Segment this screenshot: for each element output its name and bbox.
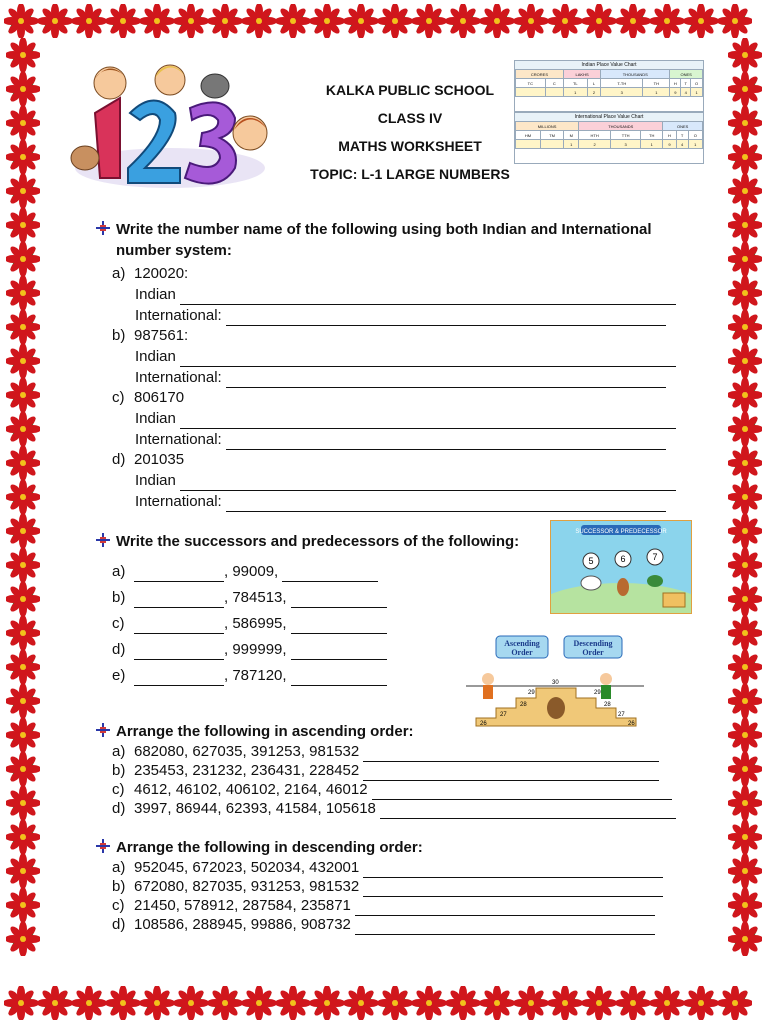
- successor-blank[interactable]: [291, 645, 387, 660]
- poinsettia-icon: [684, 986, 718, 1020]
- chart-digit-cell: 4: [681, 88, 691, 97]
- poinsettia-icon: [728, 854, 762, 888]
- chart-group-header: MILLIONS: [516, 122, 579, 131]
- poinsettia-icon: [6, 106, 40, 140]
- q2-item: [112, 666, 387, 686]
- poinsettia-icon: [728, 174, 762, 208]
- image-number: 5: [588, 556, 594, 566]
- poinsettia-icon: [728, 276, 762, 310]
- poinsettia-icon: [6, 888, 40, 922]
- q2-item: [112, 562, 378, 582]
- poinsettia-icon: [6, 718, 40, 752]
- item-label: a): [112, 859, 126, 876]
- poinsettia-icon: [242, 986, 276, 1020]
- successor-predecessor-illustration: [550, 520, 692, 614]
- school-name: KALKA PUBLIC SCHOOL: [325, 82, 495, 98]
- topic: TOPIC: L-1 LARGE NUMBERS: [310, 166, 510, 182]
- bullet-icon: [96, 533, 110, 547]
- poinsettia-icon: [412, 986, 446, 1020]
- international-answer-row: [135, 492, 666, 512]
- q3-item: [112, 780, 672, 800]
- poinsettia-icon: [548, 4, 582, 38]
- item-label: a): [112, 265, 126, 282]
- class-name: CLASS IV: [377, 110, 443, 126]
- item-label: d): [112, 451, 126, 468]
- image-number: 6: [620, 554, 626, 564]
- poinsettia-icon: [6, 854, 40, 888]
- poinsettia-icon: [378, 4, 412, 38]
- predecessor-blank[interactable]: [134, 671, 224, 686]
- intl-chart-title: International Place Value Chart: [515, 113, 703, 121]
- poinsettia-icon: [728, 514, 762, 548]
- q1-item: [112, 264, 188, 284]
- poinsettia-icon: [718, 4, 752, 38]
- item-numbers: 4612, 46102, 406102, 2164, 46012: [134, 781, 368, 798]
- poinsettia-icon: [728, 752, 762, 786]
- chart-group-header: THOUSANDS: [579, 122, 663, 131]
- poinsettia-icon: [310, 986, 344, 1020]
- international-label: International:: [135, 369, 222, 386]
- chart-group-header: ONES: [670, 70, 703, 79]
- chart-digit-cell: 1: [564, 140, 579, 149]
- chart-digit-cell: 2: [587, 88, 601, 97]
- poinsettia-icon: [582, 986, 616, 1020]
- chart-column-header: HM: [516, 131, 541, 140]
- poinsettia-icon: [242, 4, 276, 38]
- poinsettia-icon: [38, 986, 72, 1020]
- item-number: , 999999,: [224, 641, 291, 658]
- poinsettia-icon: [208, 986, 242, 1020]
- answer-line[interactable]: [226, 497, 666, 512]
- poinsettia-icon: [728, 718, 762, 752]
- poinsettia-icon: [6, 242, 40, 276]
- poinsettia-icon: [728, 786, 762, 820]
- predecessor-blank[interactable]: [134, 619, 224, 634]
- chart-column-header: T-TH: [601, 79, 643, 88]
- item-number: 201035: [134, 451, 185, 468]
- item-label: c): [112, 389, 125, 406]
- q3-item: [112, 742, 659, 762]
- item-numbers: 235453, 231232, 236431, 228452: [134, 762, 360, 779]
- item-numbers: 672080, 827035, 931253, 981532: [134, 878, 360, 895]
- item-number: 806170: [134, 389, 185, 406]
- svg-text:29: 29: [528, 690, 535, 696]
- poinsettia-icon: [6, 38, 40, 72]
- poinsettia-icon: [728, 480, 762, 514]
- chart-column-header: TH: [641, 131, 663, 140]
- answer-line[interactable]: [180, 352, 676, 367]
- chart-column-header: TM: [540, 131, 563, 140]
- ascending-label: Ascending: [504, 639, 540, 648]
- international-label: International:: [135, 431, 222, 448]
- answer-line[interactable]: [363, 863, 663, 878]
- poinsettia-icon: [480, 4, 514, 38]
- svg-text:28: 28: [520, 702, 527, 708]
- bullet-icon: [96, 221, 110, 235]
- successor-blank[interactable]: [282, 567, 378, 582]
- poinsettia-icon: [6, 446, 40, 480]
- chart-digit-cell: [516, 140, 541, 149]
- chart-group-header: LAKHS: [563, 70, 600, 79]
- q2-item: [112, 640, 387, 660]
- poinsettia-icon: [728, 344, 762, 378]
- chart-column-header: TH: [643, 79, 670, 88]
- poinsettia-icon: [728, 922, 762, 956]
- poinsettia-icon: [6, 582, 40, 616]
- q3-item: [112, 761, 659, 781]
- answer-line[interactable]: [380, 804, 676, 819]
- predecessor-blank[interactable]: [134, 645, 224, 660]
- international-answer-row: [135, 430, 666, 450]
- answer-line[interactable]: [226, 311, 666, 326]
- item-label: d): [112, 916, 126, 933]
- poinsettia-icon: [616, 4, 650, 38]
- answer-line[interactable]: [180, 290, 676, 305]
- poinsettia-icon: [4, 4, 38, 38]
- chart-digit-cell: 1: [563, 88, 587, 97]
- poinsettia-icon: [310, 4, 344, 38]
- answer-line[interactable]: [363, 766, 659, 781]
- item-label: b): [112, 762, 126, 779]
- poinsettia-icon: [446, 4, 480, 38]
- successor-blank[interactable]: [291, 671, 387, 686]
- chart-digit-cell: [545, 88, 563, 97]
- poinsettia-icon: [728, 888, 762, 922]
- answer-line[interactable]: [355, 920, 655, 935]
- item-numbers: 21450, 578912, 287584, 235871: [134, 897, 351, 914]
- poinsettia-icon: [38, 4, 72, 38]
- chart-column-header: HTH: [579, 131, 611, 140]
- chart-digit-cell: 1: [691, 88, 703, 97]
- poinsettia-icon: [728, 242, 762, 276]
- poinsettia-icon: [718, 986, 752, 1020]
- svg-text:28: 28: [604, 702, 611, 708]
- poinsettia-icon: [728, 140, 762, 174]
- q1-item: [112, 388, 184, 408]
- chart-digit-cell: 1: [643, 88, 670, 97]
- poinsettia-icon: [728, 412, 762, 446]
- poinsettia-icon: [72, 4, 106, 38]
- item-label: c): [112, 781, 125, 798]
- indian-label: Indian: [135, 286, 176, 303]
- poinsettia-icon: [6, 344, 40, 378]
- answer-line[interactable]: [226, 435, 666, 450]
- item-number: , 586995,: [224, 615, 291, 632]
- indian-chart-title: Indian Place Value Chart: [515, 61, 703, 69]
- bullet-icon: [96, 839, 110, 853]
- poinsettia-icon: [728, 616, 762, 650]
- chart-digit-cell: 9: [670, 88, 681, 97]
- poinsettia-icon: [728, 548, 762, 582]
- successor-blank[interactable]: [291, 619, 387, 634]
- item-numbers: 108586, 288945, 99886, 908732: [134, 916, 351, 933]
- international-label: International:: [135, 493, 222, 510]
- poinsettia-icon: [140, 4, 174, 38]
- q4-item: [112, 858, 663, 878]
- chart-column-header: TL: [563, 79, 587, 88]
- international-place-value-chart: [514, 112, 704, 164]
- poinsettia-icon: [6, 922, 40, 956]
- chart-digit-cell: 1: [688, 140, 702, 149]
- indian-label: Indian: [135, 410, 176, 427]
- q3-item: [112, 799, 676, 819]
- poinsettia-icon: [582, 4, 616, 38]
- indian-answer-row: [135, 471, 676, 491]
- poinsettia-icon: [728, 582, 762, 616]
- poinsettia-icon: [728, 310, 762, 344]
- chart-column-header: TTH: [611, 131, 641, 140]
- poinsettia-icon: [72, 986, 106, 1020]
- answer-line[interactable]: [226, 373, 666, 388]
- item-numbers: 3997, 86944, 62393, 41584, 105618: [134, 800, 376, 817]
- item-label: e): [112, 667, 126, 684]
- svg-text:30: 30: [552, 680, 559, 686]
- poinsettia-icon: [208, 4, 242, 38]
- chart-column-header: T: [681, 79, 691, 88]
- chart-column-header: M: [564, 131, 579, 140]
- q2-heading: Write the successors and predecessors of the following:: [96, 532, 519, 552]
- poinsettia-icon: [446, 986, 480, 1020]
- poinsettia-icon: [728, 650, 762, 684]
- poinsettia-icon: [106, 4, 140, 38]
- ascending-descending-illustration: [466, 634, 644, 732]
- poinsettia-icon: [616, 986, 650, 1020]
- item-label: d): [112, 800, 126, 817]
- poinsettia-icon: [650, 4, 684, 38]
- poinsettia-icon: [548, 986, 582, 1020]
- indian-answer-row: [135, 285, 676, 305]
- item-number: , 784513,: [224, 589, 291, 606]
- svg-text:26: 26: [628, 721, 635, 727]
- poinsettia-icon: [650, 986, 684, 1020]
- poinsettia-icon: [276, 986, 310, 1020]
- poinsettia-icon: [728, 72, 762, 106]
- poinsettia-icon: [514, 986, 548, 1020]
- q4-item: [112, 896, 655, 916]
- poinsettia-icon: [6, 616, 40, 650]
- chart-digit-cell: 2: [579, 140, 611, 149]
- item-label: b): [112, 589, 126, 606]
- kids-123-illustration: [60, 58, 280, 193]
- poinsettia-icon: [4, 986, 38, 1020]
- item-label: c): [112, 897, 125, 914]
- successor-blank[interactable]: [291, 593, 387, 608]
- poinsettia-icon: [276, 4, 310, 38]
- answer-line[interactable]: [363, 882, 663, 897]
- international-answer-row: [135, 368, 666, 388]
- q1-heading-line2: number system:: [116, 242, 232, 259]
- chart-column-header: L: [587, 79, 601, 88]
- q1-heading: Write the number name of the following using both Indian and International: [96, 220, 652, 240]
- chart-column-header: C: [545, 79, 563, 88]
- item-label: b): [112, 327, 126, 344]
- poinsettia-icon: [728, 820, 762, 854]
- indian-answer-row: [135, 409, 676, 429]
- poinsettia-icon: [728, 446, 762, 480]
- answer-line[interactable]: [180, 414, 676, 429]
- chart-column-header: O: [688, 131, 702, 140]
- svg-text:27: 27: [500, 712, 507, 718]
- predecessor-blank[interactable]: [134, 567, 224, 582]
- poinsettia-icon: [6, 514, 40, 548]
- ascending-label-2: Order: [511, 648, 533, 657]
- poinsettia-icon: [514, 4, 548, 38]
- international-label: International:: [135, 307, 222, 324]
- poinsettia-icon: [344, 986, 378, 1020]
- item-number: , 787120,: [224, 667, 291, 684]
- indian-place-value-chart: [514, 60, 704, 112]
- chart-column-header: H: [670, 79, 681, 88]
- predecessor-blank[interactable]: [134, 593, 224, 608]
- poinsettia-icon: [480, 986, 514, 1020]
- poinsettia-icon: [6, 412, 40, 446]
- poinsettia-icon: [174, 4, 208, 38]
- chart-column-header: H: [663, 131, 676, 140]
- q2-item: [112, 614, 387, 634]
- poinsettia-icon: [6, 140, 40, 174]
- q1-item: [112, 326, 188, 346]
- q3-heading: Arrange the following in ascending order:: [96, 722, 414, 742]
- indian-label: Indian: [135, 472, 176, 489]
- poinsettia-icon: [728, 684, 762, 718]
- answer-line[interactable]: [363, 747, 659, 762]
- item-label: b): [112, 878, 126, 895]
- answer-line[interactable]: [180, 476, 676, 491]
- chart-column-header: O: [691, 79, 703, 88]
- chart-group-header: CRORES: [516, 70, 564, 79]
- item-label: a): [112, 743, 126, 760]
- poinsettia-icon: [6, 752, 40, 786]
- item-numbers: 682080, 627035, 391253, 981532: [134, 743, 360, 760]
- chart-digit-cell: 3: [601, 88, 643, 97]
- chart-column-header: TC: [516, 79, 546, 88]
- poinsettia-icon: [6, 72, 40, 106]
- chart-digit-cell: 9: [663, 140, 676, 149]
- chart-digit-cell: 1: [641, 140, 663, 149]
- item-label: a): [112, 563, 126, 580]
- poinsettia-icon: [6, 820, 40, 854]
- item-label: d): [112, 641, 126, 658]
- item-number: , 99009,: [224, 563, 283, 580]
- item-label: c): [112, 615, 125, 632]
- poinsettia-icon: [174, 986, 208, 1020]
- q1-item: [112, 450, 184, 470]
- answer-line[interactable]: [372, 785, 672, 800]
- poinsettia-icon: [6, 786, 40, 820]
- q4-item: [112, 877, 663, 897]
- chart-column-header: T: [676, 131, 688, 140]
- poinsettia-icon: [412, 4, 446, 38]
- svg-text:29: 29: [594, 690, 601, 696]
- international-answer-row: [135, 306, 666, 326]
- poinsettia-icon: [6, 684, 40, 718]
- bullet-icon: [96, 723, 110, 737]
- poinsettia-icon: [6, 378, 40, 412]
- poinsettia-icon: [6, 650, 40, 684]
- item-numbers: 952045, 672023, 502034, 432001: [134, 859, 360, 876]
- q4-item: [112, 915, 655, 935]
- chart-digit-cell: [516, 88, 546, 97]
- indian-answer-row: [135, 347, 676, 367]
- worksheet-title: MATHS WORKSHEET: [338, 138, 482, 154]
- descending-label: Descending: [573, 639, 613, 648]
- image-number: 7: [652, 552, 658, 562]
- poinsettia-icon: [6, 310, 40, 344]
- item-number: 120020:: [134, 265, 189, 282]
- poinsettia-icon: [6, 276, 40, 310]
- indian-label: Indian: [135, 348, 176, 365]
- poinsettia-icon: [684, 4, 718, 38]
- successor-image-title: SUCCESSOR & PREDECESSOR: [575, 529, 667, 535]
- poinsettia-icon: [728, 378, 762, 412]
- chart-digit-cell: [540, 140, 563, 149]
- poinsettia-icon: [6, 208, 40, 242]
- item-number: 987561:: [134, 327, 189, 344]
- poinsettia-icon: [6, 480, 40, 514]
- poinsettia-icon: [728, 106, 762, 140]
- chart-digit-cell: 3: [611, 140, 641, 149]
- q4-heading: Arrange the following in descending order:: [96, 838, 423, 858]
- poinsettia-icon: [728, 208, 762, 242]
- poinsettia-icon: [378, 986, 412, 1020]
- poinsettia-icon: [140, 986, 174, 1020]
- poinsettia-icon: [6, 174, 40, 208]
- poinsettia-icon: [344, 4, 378, 38]
- poinsettia-icon: [106, 986, 140, 1020]
- chart-digit-cell: 4: [676, 140, 688, 149]
- svg-text:26: 26: [480, 721, 487, 727]
- chart-group-header: THOUSANDS: [601, 70, 670, 79]
- q2-item: [112, 588, 387, 608]
- chart-group-header: ONES: [663, 122, 703, 131]
- svg-text:27: 27: [618, 712, 625, 718]
- poinsettia-icon: [728, 38, 762, 72]
- poinsettia-icon: [6, 548, 40, 582]
- descending-label-2: Order: [582, 648, 604, 657]
- answer-line[interactable]: [355, 901, 655, 916]
